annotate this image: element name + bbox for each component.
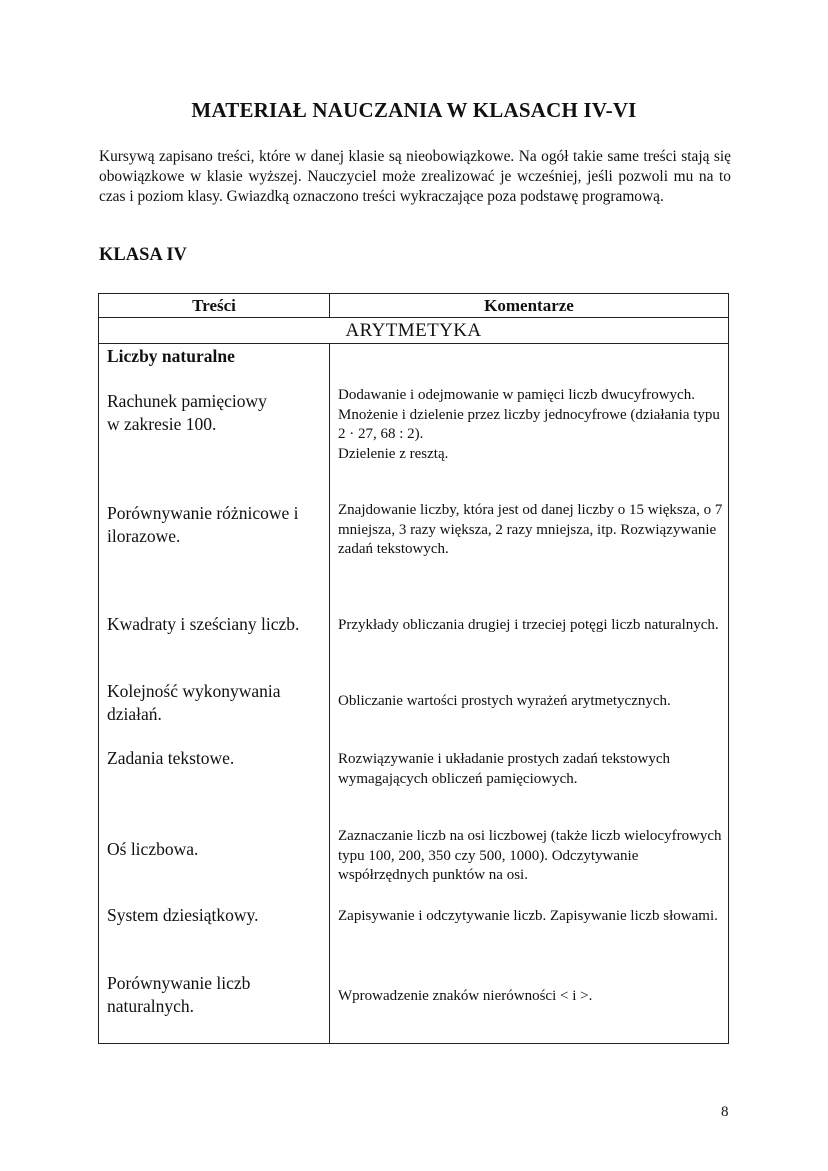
topic-cell <box>107 613 332 636</box>
section-heading: KLASA IV <box>99 245 187 265</box>
column-divider <box>329 294 330 318</box>
comment-text: Wprowadzenie znaków nierówności < i >. <box>338 988 593 1004</box>
topic-text: System dziesiątkowy. <box>107 905 259 925</box>
topic-cell <box>107 390 327 436</box>
page-title: MATERIAŁ NAUCZANIA W KLASACH IV-VI <box>191 98 637 122</box>
content-table <box>98 293 729 1044</box>
comment-cell <box>338 386 723 464</box>
comment-cell <box>338 616 723 636</box>
comment-cell <box>338 827 723 886</box>
comment-text: Obliczanie wartości prostych wyrażeń arytmetycznych. <box>338 693 671 709</box>
topic-text: Kolejność wykonywania działań. <box>107 681 281 724</box>
topic-cell <box>107 838 327 861</box>
topic-line: Rachunek pamięciowy w zakresie 100. <box>107 391 267 434</box>
comment-cell <box>338 692 723 712</box>
topic-text: Zadania tekstowe. <box>107 748 235 768</box>
topic-text: Kwadraty i sześciany liczb. <box>107 614 300 634</box>
comment-text: Zapisywanie i odczytywanie liczb. Zapisywanie liczb słowami. <box>338 908 718 924</box>
comment-cell <box>338 750 723 789</box>
comment-text: Dodawanie i odejmowanie w pamięci liczb dwucyfrowych. Mnożenie i dzielenie przez liczby jednocyfrowe (działania typu 2 · 27, 68 : 2). Dzielenie z resztą. <box>338 387 720 462</box>
subheading: Liczby naturalne <box>107 346 235 366</box>
topic-cell <box>107 680 327 726</box>
comment-cell <box>338 987 723 1007</box>
topic-text: Porównywanie liczb naturalnych. <box>107 973 251 1016</box>
page-number: 8 <box>721 1104 729 1120</box>
topic-cell <box>107 904 327 927</box>
table-header-row <box>99 294 728 318</box>
topic-cell <box>107 972 327 1018</box>
comment-cell <box>338 501 723 560</box>
intro-paragraph: Kursywą zapisano treści, które w danej klasie są nieobowiązkowe. Na ogół takie same treści stają się obowiązkowe w klasie wyższej. Nauczyciel może zrealizować je wcześniej, jeśli pozwoli mu na to czas i poziom klasy. Gwiazdką oznaczono treści wykraczające poza podstawę programową. <box>99 148 731 205</box>
topic-cell <box>107 747 327 770</box>
comment-text: Zaznaczanie liczb na osi liczbowej (także liczb wielocyfrowych typu 100, 200, 350 czy 500, 1000). Odczytywanie współrzędnych punktów na osi. <box>338 828 722 883</box>
comment-text: Rozwiązywanie i układanie prostych zadań tekstowych wymagających obliczeń pamięciowych. <box>338 751 670 787</box>
topic-text: Porównywanie różnicowe i ilorazowe. <box>107 503 299 546</box>
topic-text: Oś liczbowa. <box>107 839 199 859</box>
area-heading: ARYTMETYKA <box>99 318 728 344</box>
column-divider <box>329 344 330 1043</box>
column-header-tresci: Treści <box>192 296 236 315</box>
topic-cell <box>107 502 327 548</box>
column-header-komentarze: Komentarze <box>484 296 574 315</box>
comment-cell <box>338 907 723 927</box>
comment-text: Przykłady obliczania drugiej i trzeciej potęgi liczb naturalnych. <box>338 617 719 633</box>
comment-text: Znajdowanie liczby, która jest od danej liczby o 15 większa, o 7 mniejsza, 3 razy większa, 2 razy mniejsza, itp. Rozwiązywanie zadań tekstowych. <box>338 502 723 557</box>
